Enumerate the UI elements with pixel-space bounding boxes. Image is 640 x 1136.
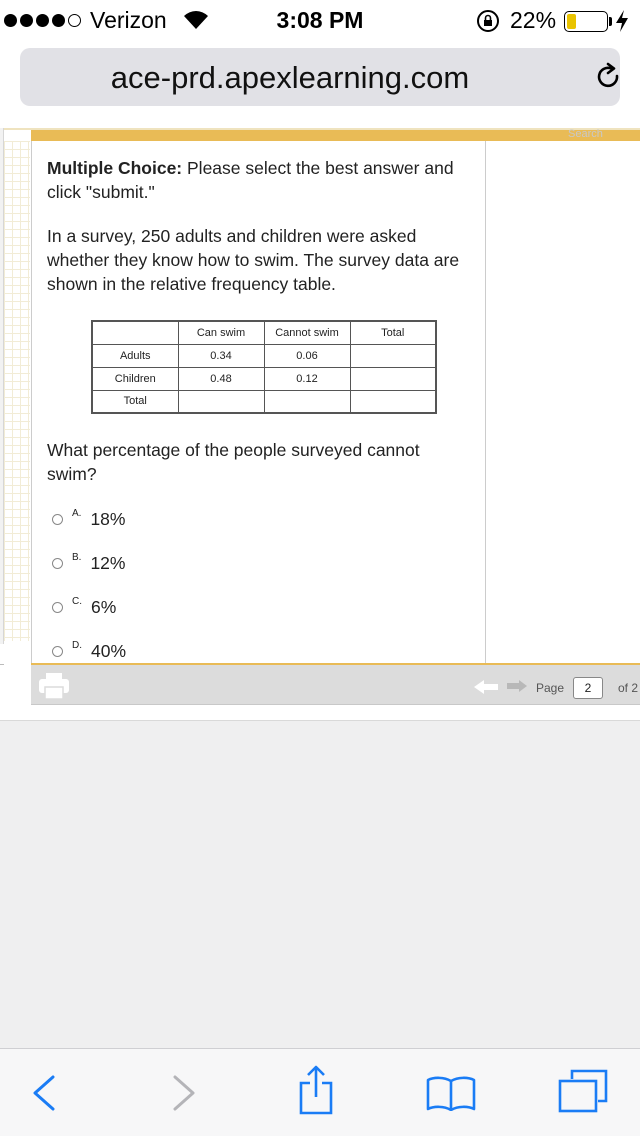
battery-percent: 22% (510, 7, 557, 33)
question-stem: In a survey, 250 adults and children were asked whether they know how to swim. The survey data are shown in the relative frequency table. (47, 226, 460, 294)
table-cell (350, 344, 436, 367)
choice-text[interactable]: 18% (90, 508, 126, 529)
table-cell: 0.48 (178, 367, 264, 390)
question-prompt: What percentage of the people surveyed cannot swim? (47, 440, 420, 484)
table-cell (92, 321, 178, 344)
previous-page-icon[interactable] (474, 680, 498, 694)
choice-text[interactable]: 40% (91, 640, 127, 661)
tabs-icon[interactable] (558, 1069, 608, 1113)
empty-page-area (0, 720, 640, 1048)
battery-fill (567, 14, 576, 29)
choice-b[interactable] (52, 549, 125, 577)
safari-toolbar (0, 1048, 640, 1136)
clock: 3:08 PM (276, 7, 364, 33)
print-icon[interactable] (39, 673, 69, 699)
table-cell (350, 367, 436, 390)
page-number-input[interactable]: 2 (573, 677, 603, 699)
choice-c[interactable] (52, 593, 116, 621)
radio-button-b[interactable] (52, 558, 63, 569)
page-total: of 2 (618, 681, 639, 695)
reload-icon[interactable] (594, 62, 624, 92)
table-cell: Children (92, 367, 178, 390)
charging-bolt-icon (615, 9, 629, 33)
left-frame-tick (0, 664, 4, 665)
table-header-cell: Total (350, 321, 436, 344)
table-cell (178, 390, 264, 413)
instructions-text: Please select the best answer and click "submit." (47, 158, 454, 202)
table-cell: 0.06 (264, 344, 350, 367)
table-cell (264, 390, 350, 413)
url-text[interactable]: ace-prd.apexlearning.com (110, 60, 470, 95)
choice-text[interactable]: 6% (91, 596, 117, 617)
bookmarks-icon[interactable] (426, 1075, 476, 1111)
table-header-cell: Cannot swim (264, 321, 350, 344)
relative-frequency-table (91, 320, 437, 414)
choice-letter: D. (72, 639, 82, 651)
header-accent-bar (31, 130, 640, 141)
table-header-cell: Can swim (178, 321, 264, 344)
carrier-name: Verizon (90, 7, 167, 33)
status-bar (0, 0, 640, 40)
table-cell: Adults (92, 344, 178, 367)
forward-icon[interactable] (172, 1075, 196, 1111)
instructions-bold: Multiple Choice: (47, 158, 183, 178)
choice-letter: B. (72, 551, 82, 563)
table-row (92, 344, 436, 367)
next-page-icon[interactable] (507, 680, 527, 692)
table-cell: Total (92, 390, 178, 413)
radio-button-c[interactable] (52, 602, 63, 613)
app-bottom-toolbar (31, 663, 640, 705)
back-icon[interactable] (32, 1075, 56, 1111)
choice-text[interactable]: 12% (90, 552, 126, 573)
battery-icon (564, 11, 608, 32)
table-cell (350, 390, 436, 413)
radio-button-a[interactable] (52, 514, 63, 525)
table-cell: 0.12 (264, 367, 350, 390)
instructions (47, 156, 472, 204)
table-row (92, 390, 436, 413)
table-header-row (92, 321, 436, 344)
choice-letter: A. (72, 507, 82, 519)
radio-button-d[interactable] (52, 646, 63, 657)
grid-background-strip (4, 141, 30, 641)
orientation-lock-icon (476, 9, 500, 33)
address-bar[interactable] (20, 48, 620, 106)
choice-d[interactable] (52, 637, 126, 665)
table-cell: 0.34 (178, 344, 264, 367)
table-row (92, 367, 436, 390)
search-link[interactable]: Search (568, 128, 603, 140)
page-label: Page (536, 681, 565, 695)
choice-letter: C. (72, 595, 82, 607)
share-icon[interactable] (298, 1065, 334, 1115)
battery-tip (609, 17, 612, 26)
choice-a[interactable] (52, 505, 125, 533)
